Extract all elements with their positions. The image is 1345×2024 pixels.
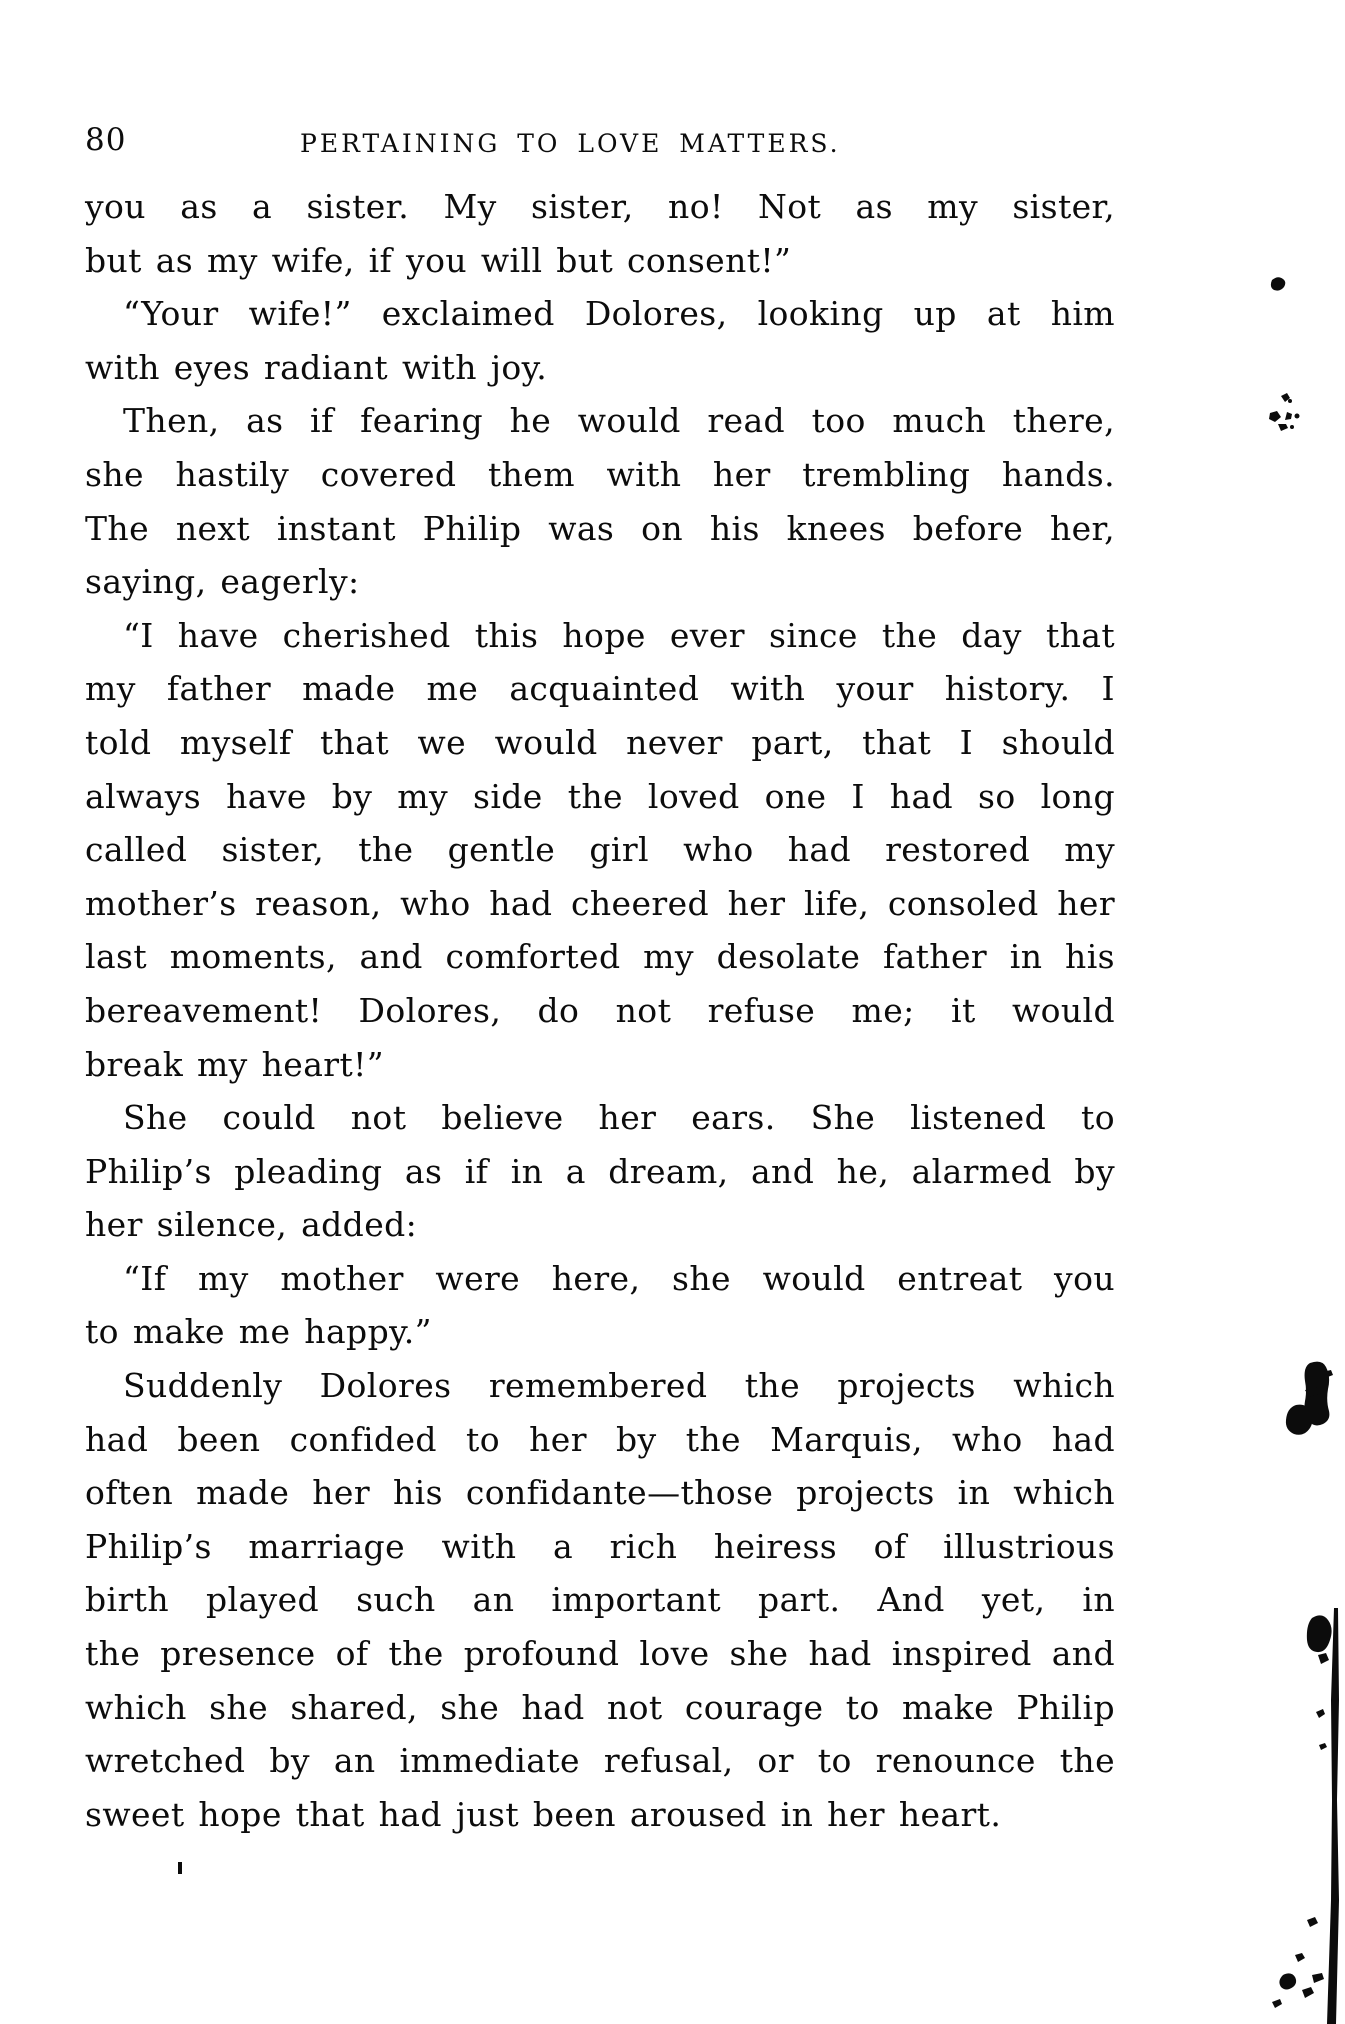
ink-speckle-cluster: [1269, 393, 1300, 431]
text-line: Then, as if fearing he would read too much there,: [123, 401, 1115, 441]
text-line: but as my wife, if you will but consent!”: [85, 240, 792, 280]
text-line: birth played such an important part. And yet, in: [85, 1580, 1115, 1620]
text-line: you as a sister. My sister, no! Not as my sister,: [85, 187, 1115, 226]
text-line: always have by my side the loved one I had so long: [85, 776, 1115, 816]
text-line: she hastily covered them with her trembling hands.: [85, 454, 1115, 494]
text-line: “Your wife!” exclaimed Dolores, looking up at him: [123, 294, 1115, 334]
text-line: She could not believe her ears. She listened to: [123, 1098, 1115, 1138]
text-line: told myself that we would never part, that I should: [85, 722, 1115, 762]
text-line: break my heart!”: [85, 1044, 385, 1084]
text-line: sweet hope that had just been aroused in her heart.: [85, 1794, 1002, 1834]
text-line: last moments, and comforted my desolate father in his: [85, 937, 1115, 977]
text-line: “If my mother were here, she would entreat you: [123, 1258, 1115, 1298]
text-line: Philip’s marriage with a rich heiress of illustrious: [85, 1526, 1115, 1566]
stray-mark: [178, 1862, 182, 1874]
text-line: saying, eagerly:: [85, 562, 360, 602]
text-line: to make me happy.”: [85, 1312, 432, 1352]
text-line: my father made me acquainted with your history. I: [85, 669, 1115, 709]
text-line: the presence of the profound love she had inspired and: [85, 1634, 1115, 1674]
text-line: wretched by an immediate refusal, or to renounce the: [85, 1741, 1115, 1781]
text-line: often made her his confidante—those projects in which: [85, 1473, 1115, 1513]
text-line: had been confided to her by the Marquis, who had: [85, 1419, 1115, 1459]
text-line: Philip’s pleading as if in a dream, and he, alarmed by: [85, 1151, 1115, 1191]
text-line: which she shared, she had not courage to make Philip: [85, 1687, 1115, 1727]
text-line: The next instant Philip was on his knees before her,: [85, 508, 1115, 548]
text-lines: [85, 180, 1115, 1841]
page-edge-ink-streak: [1272, 1608, 1339, 2024]
text-line: mother’s reason, who had cheered her life, consoled her: [85, 883, 1115, 923]
text-line: bereavement! Dolores, do not refuse me; it would: [85, 990, 1115, 1030]
text-line: called sister, the gentle girl who had restored my: [85, 830, 1115, 870]
page-number: 80: [85, 122, 127, 158]
text-line: Suddenly Dolores remembered the projects which: [123, 1366, 1115, 1406]
ink-speck: [1271, 277, 1285, 290]
text-line: her silence, added:: [85, 1205, 418, 1245]
ink-blot: [1286, 1362, 1333, 1435]
running-header: PERTAINING TO LOVE MATTERS.: [300, 129, 841, 158]
text-line: with eyes radiant with joy.: [85, 347, 548, 387]
text-line: “I have cherished this hope ever since the day that: [123, 615, 1115, 655]
